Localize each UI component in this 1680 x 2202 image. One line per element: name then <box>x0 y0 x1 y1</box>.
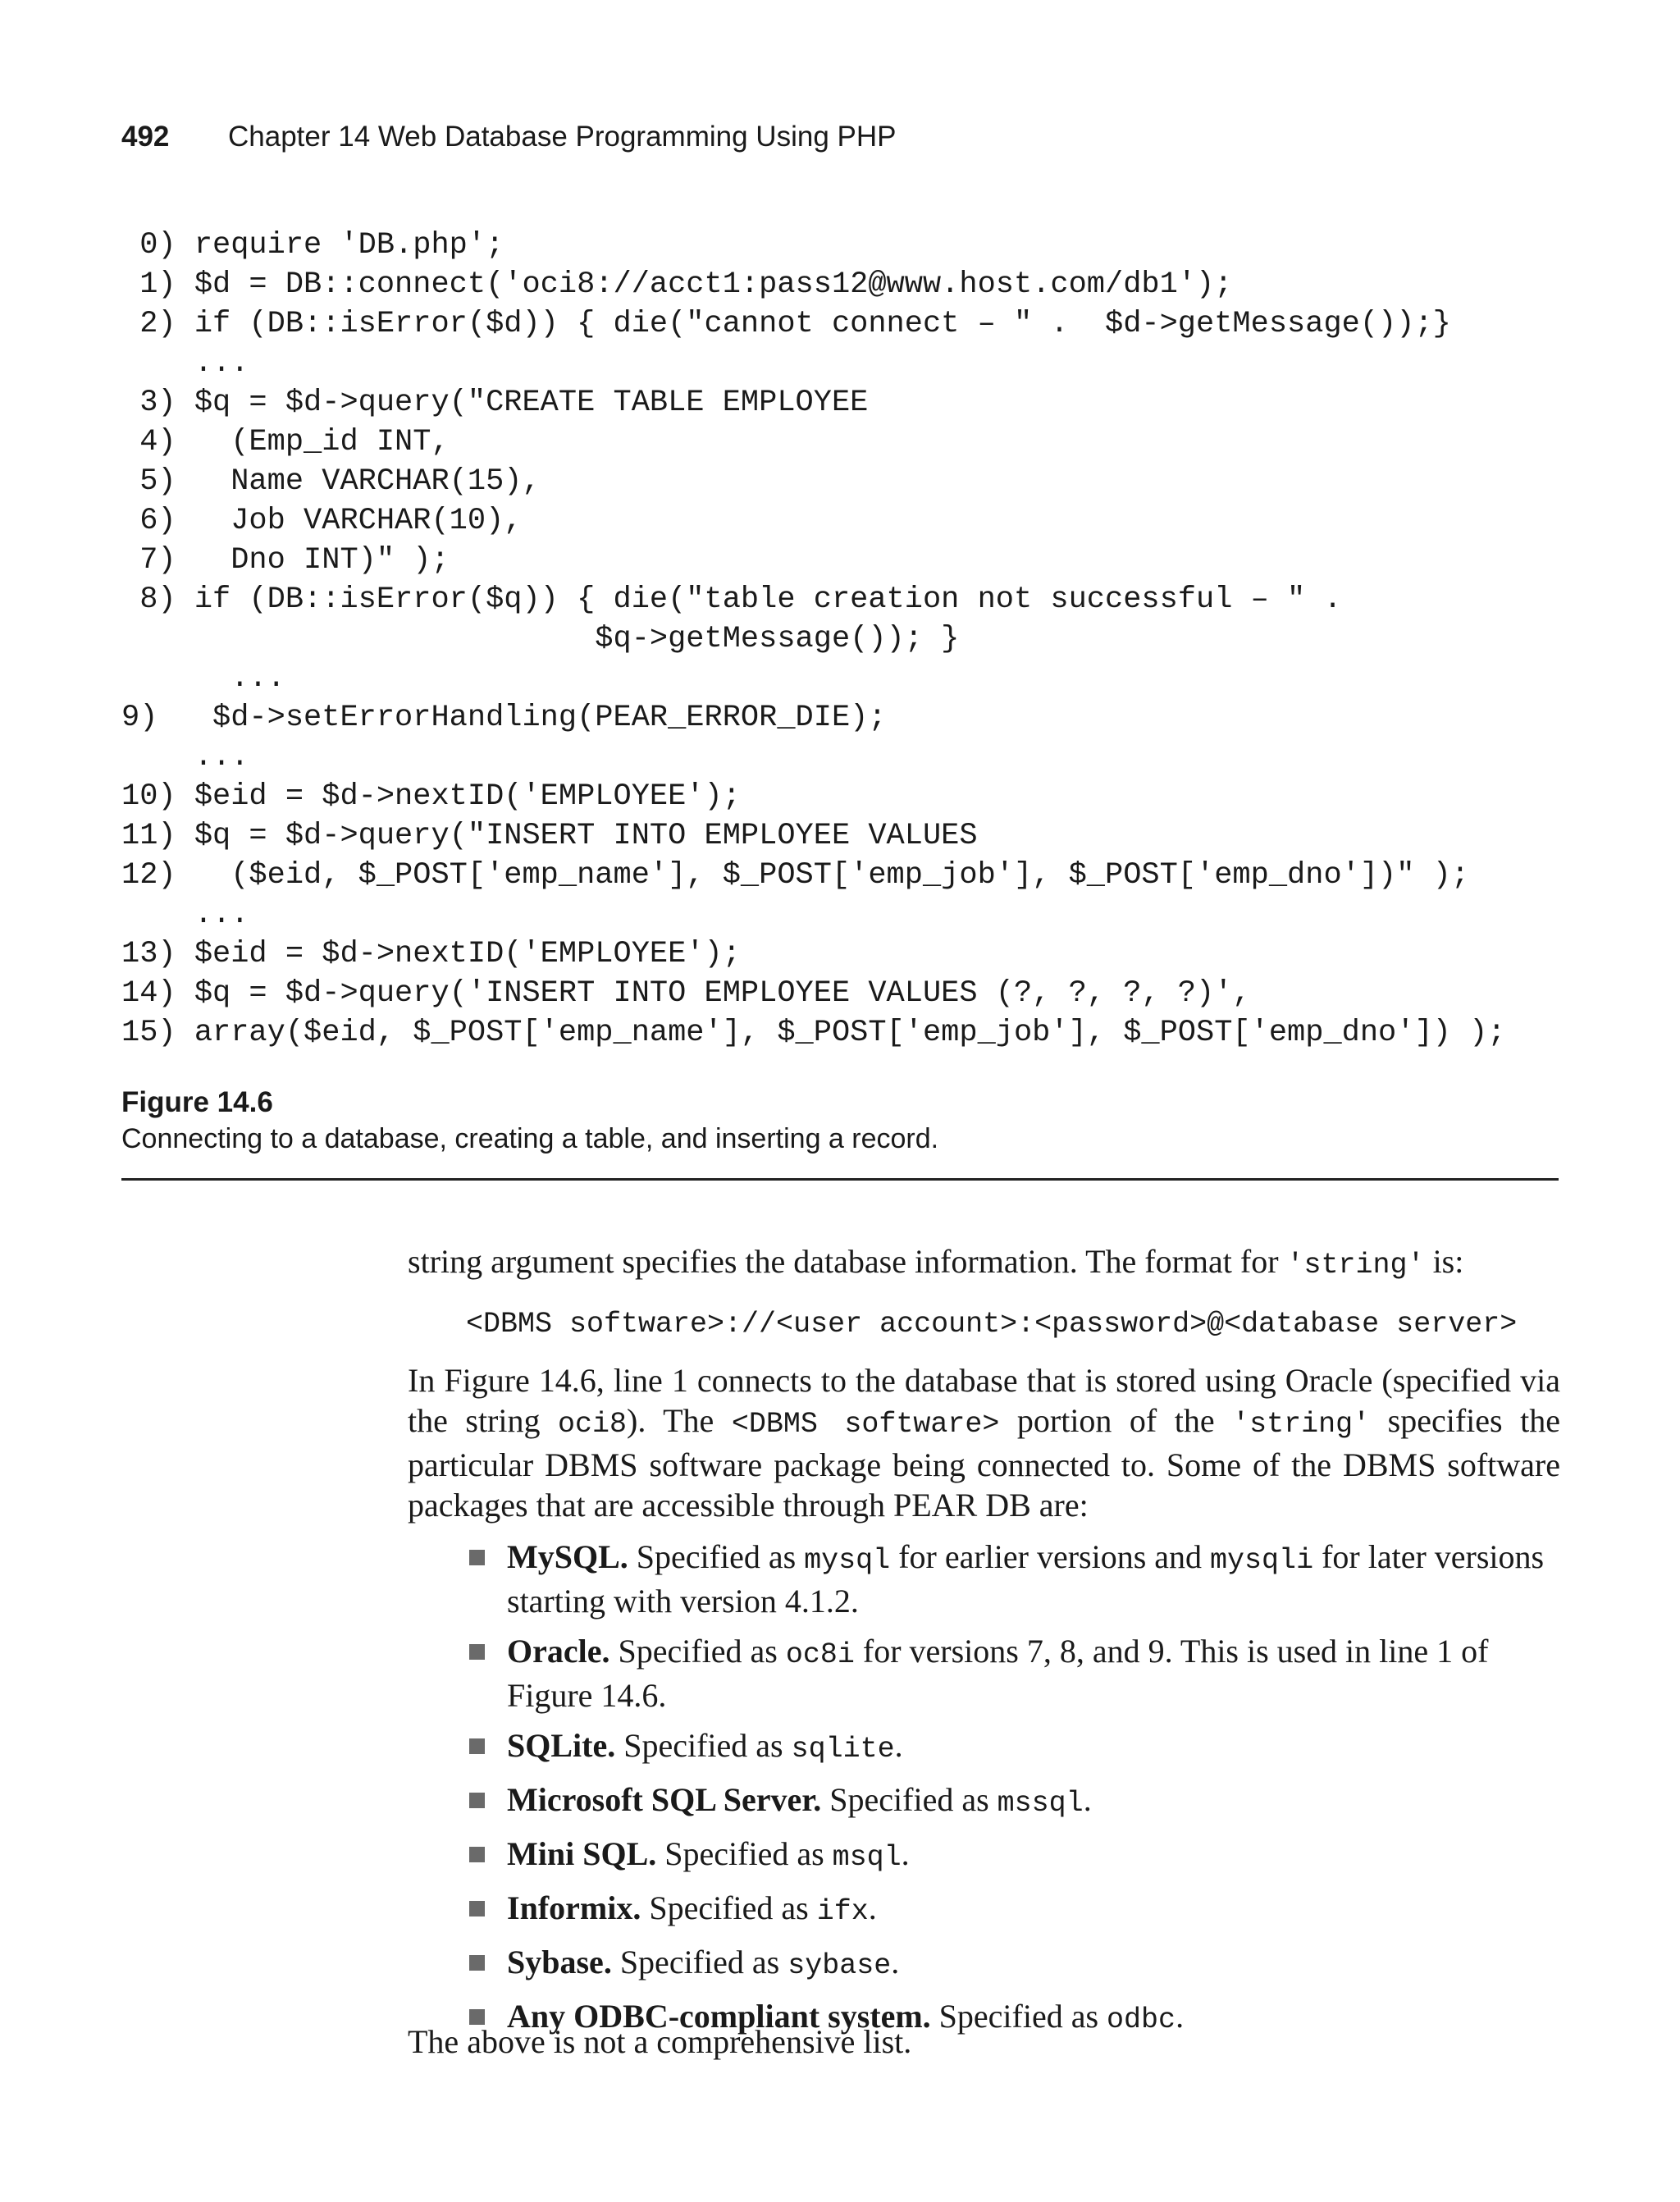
code-line: 7) Dno INT)" ); <box>121 543 450 578</box>
text-run: . <box>1083 1781 1092 1818</box>
text-run: Specified as <box>656 1835 833 1872</box>
code-line: ... <box>121 661 285 696</box>
code-line: ... <box>121 898 249 932</box>
list-term: Sybase. <box>507 1944 612 1980</box>
chapter-title: Chapter 14 Web Database Programming Using PHP <box>228 121 897 153</box>
code-line: 3) $q = $d->query("CREATE TABLE EMPLOYEE <box>121 386 869 420</box>
text-run: Specified as <box>615 1727 792 1764</box>
list-item <box>466 1725 1560 1770</box>
list-term: MySQL. <box>507 1538 628 1575</box>
text-run: for earlier versions and <box>890 1538 1211 1575</box>
code-line: 8) if (DB::isError($q)) { die("table creation not successful – " . <box>121 582 1342 617</box>
code-line: 9) $d->setErrorHandling(PEAR_ERROR_DIE); <box>121 701 887 735</box>
code-line: 1) $d = DB::connect('oci8://acct1:pass12@www.host.com/db1'); <box>121 267 1233 302</box>
text-run: . <box>1176 1998 1185 2035</box>
code-line: 12) ($eid, $_POST['emp_name'], $_POST['emp_job'], $_POST['emp_dno'])" ); <box>121 858 1470 893</box>
square-bullet-icon <box>469 1901 485 1916</box>
list-item <box>466 1834 1560 1878</box>
dbms-list <box>466 1537 1560 2050</box>
list-term: Any ODBC-compliant system. <box>507 1998 931 2035</box>
page-number: 492 <box>121 121 170 153</box>
inline-code: sqlite <box>791 1733 895 1766</box>
square-bullet-icon <box>469 1550 485 1565</box>
text-run: ). The <box>627 1402 732 1439</box>
code-line: 13) $eid = $d->nextID('EMPLOYEE'); <box>121 937 741 971</box>
text-run: Specified as <box>930 1998 1107 2035</box>
inline-code: oci8 <box>558 1408 628 1441</box>
code-line: ... <box>121 346 249 381</box>
code-line: 6) Job VARCHAR(10), <box>121 504 523 538</box>
code-line: 10) $eid = $d->nextID('EMPLOYEE'); <box>121 779 741 814</box>
square-bullet-icon <box>469 1847 485 1862</box>
text-run: portion of the <box>999 1402 1233 1439</box>
code-line: 5) Name VARCHAR(15), <box>121 464 541 499</box>
inline-code: mysqli <box>1210 1544 1314 1577</box>
list-term: Informix. <box>507 1889 641 1926</box>
list-item <box>466 1942 1560 1986</box>
text-run: for versions 7, 8, and 9. This is used in line 1 of Figure 14.6. <box>507 1633 1489 1714</box>
list-item <box>466 1537 1560 1621</box>
list-item <box>466 1779 1560 1824</box>
code-line: 14) $q = $d->query('INSERT INTO EMPLOYEE VALUES (?, ?, ?, ?)', <box>121 976 1251 1011</box>
list-term: Microsoft SQL Server. <box>507 1781 822 1818</box>
text-run: . <box>891 1944 900 1980</box>
inline-code: msql <box>832 1841 902 1874</box>
inline-code: mssql <box>997 1787 1084 1820</box>
inline-code: oc8i <box>785 1638 855 1671</box>
text-run: . <box>894 1727 903 1764</box>
text-run: Specified as <box>821 1781 998 1818</box>
figure-caption <box>121 1085 938 1157</box>
code-line: 4) (Emp_id INT, <box>121 425 450 459</box>
text-run: for later versions starting with version 4.1.2. <box>507 1538 1545 1620</box>
square-bullet-icon <box>469 1793 485 1808</box>
square-bullet-icon <box>469 1955 485 1971</box>
inline-code: 'string' <box>1232 1408 1371 1441</box>
figure-caption-text: Connecting to a database, creating a table, and inserting a record. <box>121 1123 939 1154</box>
connection-string-format: <DBMS software>://<user account>:<password>@<database server> <box>466 1308 1518 1341</box>
text-run: In Figure 14.6, line 1 connects to the database that is stored using Oracle (specified via the string <box>408 1362 1560 1439</box>
text-run: specifies the particular DBMS software package being connected to. Some of the DBMS software packages that are accessible through PEAR DB are: <box>408 1402 1560 1524</box>
section-divider <box>121 1178 1559 1181</box>
paragraph-oracle-connection <box>408 1360 1560 1525</box>
code-line: 0) require 'DB.php'; <box>121 228 504 263</box>
paragraph-format-intro <box>408 1241 1560 1286</box>
square-bullet-icon <box>469 1644 485 1660</box>
running-header <box>121 117 896 157</box>
text-run: Specified as <box>641 1889 817 1926</box>
inline-code: sybase <box>788 1949 892 1982</box>
text-run: . <box>901 1835 910 1872</box>
inline-code: odbc <box>1107 2003 1176 2036</box>
code-line: 11) $q = $d->query("INSERT INTO EMPLOYEE VALUES <box>121 819 978 853</box>
text-run: Specified as <box>611 1944 788 1980</box>
inline-code: <DBMS software> <box>731 1408 1000 1441</box>
text-run: Specified as <box>628 1538 805 1575</box>
list-term: Mini SQL. <box>507 1835 657 1872</box>
text-run: is: <box>1424 1243 1464 1280</box>
code-line: $q->getMessage()); } <box>121 622 960 656</box>
list-item <box>466 1631 1560 1715</box>
code-line: 15) array($eid, $_POST['emp_name'], $_POST['emp_job'], $_POST['emp_dno']) ); <box>121 1016 1506 1050</box>
list-term: SQLite. <box>507 1727 616 1764</box>
text-run: . <box>868 1889 877 1926</box>
code-line: 2) if (DB::isError($d)) { die("cannot connect – " . $d->getMessage());} <box>121 307 1451 341</box>
code-line: ... <box>121 740 249 774</box>
list-item <box>466 1888 1560 1932</box>
list-term: Oracle. <box>507 1633 610 1670</box>
inline-code: mysql <box>804 1544 891 1577</box>
text-run: Specified as <box>609 1633 786 1670</box>
square-bullet-icon <box>469 1738 485 1754</box>
inline-code: ifx <box>816 1895 869 1928</box>
paragraph-closing: The above is not a comprehensive list. <box>408 2023 912 2060</box>
code-listing <box>121 226 1505 1053</box>
text-run: string argument specifies the database information. The format for <box>408 1243 1287 1280</box>
inline-code: 'string' <box>1286 1249 1425 1281</box>
figure-label: Figure 14.6 <box>121 1086 273 1118</box>
